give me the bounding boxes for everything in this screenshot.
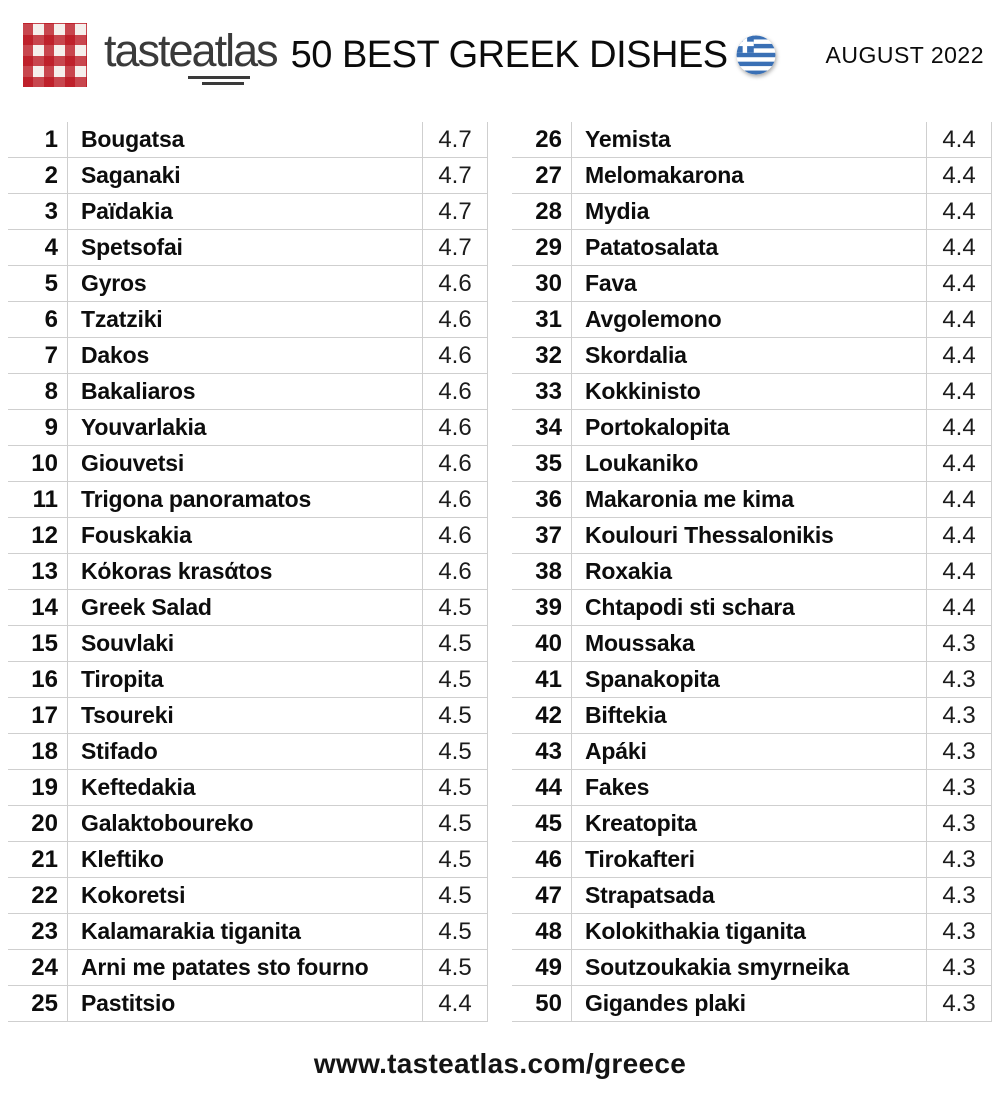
table-row [512,266,992,302]
dish-name: Dakos [81,342,150,368]
rank-number: 32 [512,338,572,373]
dish-name: Kreatopita [585,810,697,836]
table-row [8,806,488,842]
date-label: AUGUST 2022 [825,41,984,68]
rating-value: 4.4 [926,554,992,589]
table-row [512,914,992,950]
dish-name: Biftekia [585,702,667,728]
brand-wordmark [104,24,277,83]
rank-number: 1 [8,122,68,157]
rating-value: 4.4 [926,410,992,445]
rank-number: 47 [512,878,572,913]
rating-value: 4.6 [422,302,488,337]
rating-value: 4.6 [422,374,488,409]
dish-name: Galaktoboureko [81,810,254,836]
rank-number: 9 [8,410,68,445]
dish-name: Fakes [585,774,650,800]
table-row [8,878,488,914]
dish-name: Loukaniko [585,450,699,476]
rating-value: 4.5 [422,662,488,697]
rank-number: 8 [8,374,68,409]
table-row [8,950,488,986]
rating-value: 4.4 [926,374,992,409]
dish-name: Keftedakia [81,774,196,800]
table-row [512,374,992,410]
dish-name: Portokalopita [585,414,730,440]
dish-name: Greek Salad [81,594,212,620]
dish-name: Kokkinisto [585,378,701,404]
rating-value: 4.4 [926,446,992,481]
rank-number: 5 [8,266,68,301]
rank-number: 41 [512,662,572,697]
table-row [512,626,992,662]
dish-name: Trigona panoramatos [81,486,312,512]
rank-number: 29 [512,230,572,265]
dish-name: Mydia [585,198,650,224]
table-row [8,590,488,626]
rating-value: 4.3 [926,842,992,877]
table-row [8,482,488,518]
tasteatlas-gingham-logo-icon [23,23,87,87]
dish-name: Tsoureki [81,702,174,728]
dish-name: Kόkoras krasάtos [81,558,273,584]
rank-number: 19 [8,770,68,805]
dish-name: Souvlaki [81,630,174,656]
table-row [8,914,488,950]
rating-value: 4.3 [926,734,992,769]
dish-name: Yemista [585,126,671,152]
rank-number: 40 [512,626,572,661]
ranking-tables [0,122,1000,1022]
rating-value: 4.5 [422,770,488,805]
table-row [8,230,488,266]
rank-number: 36 [512,482,572,517]
rank-number: 28 [512,194,572,229]
rating-value: 4.4 [926,338,992,373]
rating-value: 4.3 [926,950,992,985]
rating-value: 4.4 [926,518,992,553]
dish-name: Fouskakia [81,522,192,548]
rating-value: 4.7 [422,122,488,157]
dish-name: Soutzoukakia smyrneika [585,954,850,980]
rating-value: 4.6 [422,266,488,301]
dish-name: Pastitsio [81,990,176,1016]
brand-name: tasteatlas [104,24,277,76]
rank-number: 7 [8,338,68,373]
rating-value: 4.5 [422,626,488,661]
table-row [512,482,992,518]
table-row [8,842,488,878]
dish-name: Saganaki [81,162,181,188]
table-row [512,446,992,482]
rating-value: 4.4 [926,122,992,157]
dish-name: Tiropita [81,666,164,692]
rank-number: 12 [8,518,68,553]
table-row [8,266,488,302]
dish-name: Fava [585,270,637,296]
dish-name: Strapatsada [585,882,715,908]
rank-number: 43 [512,734,572,769]
rank-number: 33 [512,374,572,409]
table-row [512,518,992,554]
table-row [8,302,488,338]
dish-name: Gyros [81,270,147,296]
table-row [512,734,992,770]
table-row [8,338,488,374]
greece-flag-icon [736,35,776,75]
rank-number: 38 [512,554,572,589]
rating-value: 4.3 [926,770,992,805]
rating-value: 4.7 [422,230,488,265]
rank-number: 6 [8,302,68,337]
dish-name: Tzatziki [81,306,163,332]
table-row [8,734,488,770]
table-row [8,518,488,554]
rank-number: 10 [8,446,68,481]
dish-name: Spanakopita [585,666,720,692]
dish-name: Kokoretsi [81,882,186,908]
rating-value: 4.4 [926,230,992,265]
rating-value: 4.4 [926,194,992,229]
dish-name: Roxakia [585,558,672,584]
logo-underline-top [188,76,250,79]
dish-name: Païdakia [81,198,173,224]
table-row [512,554,992,590]
rank-number: 4 [8,230,68,265]
table-row [512,302,992,338]
dish-name: Giouvetsi [81,450,185,476]
rating-value: 4.4 [926,158,992,193]
rank-number: 20 [8,806,68,841]
table-row [512,194,992,230]
rank-number: 26 [512,122,572,157]
rank-number: 15 [8,626,68,661]
header [0,0,1000,90]
rank-number: 39 [512,590,572,625]
logo-underline-bottom [202,82,244,85]
dish-name: Melomakarona [585,162,744,188]
rank-number: 27 [512,158,572,193]
rank-number: 45 [512,806,572,841]
rank-number: 13 [8,554,68,589]
rank-number: 31 [512,302,572,337]
footer-url: www.tasteatlas.com/greece [313,1048,687,1079]
rating-value: 4.6 [422,446,488,481]
rank-number: 21 [8,842,68,877]
rating-value: 4.3 [926,914,992,949]
rating-value: 4.7 [422,158,488,193]
rating-value: 4.3 [926,986,992,1021]
table-row [512,158,992,194]
dish-name: Tirokafteri [585,846,695,872]
rank-number: 46 [512,842,572,877]
rank-number: 44 [512,770,572,805]
dish-name: Kalamarakia tiganita [81,918,301,944]
rank-number: 48 [512,914,572,949]
rating-value: 4.6 [422,518,488,553]
rating-value: 4.5 [422,806,488,841]
dish-name: Spetsofai [81,234,183,260]
rank-number: 49 [512,950,572,985]
rank-number: 17 [8,698,68,733]
table-row [512,950,992,986]
dish-name: Arni me patates sto fourno [81,954,369,980]
rank-number: 42 [512,698,572,733]
dish-name: Skordalia [585,342,687,368]
rating-value: 4.6 [422,338,488,373]
rating-value: 4.5 [422,734,488,769]
table-row [512,230,992,266]
table-row [8,410,488,446]
rating-value: 4.6 [422,554,488,589]
rating-value: 4.3 [926,662,992,697]
page-title: 50 BEST GREEK DISHES [290,34,728,76]
rating-value: 4.3 [926,626,992,661]
rating-value: 4.3 [926,698,992,733]
ranking-column-left [8,122,488,1022]
rating-value: 4.4 [926,590,992,625]
footer [0,1048,1000,1080]
rank-number: 34 [512,410,572,445]
table-row [8,626,488,662]
dish-name: Bougatsa [81,126,185,152]
rank-number: 50 [512,986,572,1021]
table-row [512,986,992,1022]
table-row [8,698,488,734]
dish-name: Gigandes plaki [585,990,746,1016]
dish-name: Moussaka [585,630,695,656]
table-row [8,446,488,482]
rating-value: 4.5 [422,698,488,733]
table-row [512,698,992,734]
dish-name: Patatosalata [585,234,719,260]
dish-name: Koulouri Thessalonikis [585,522,834,548]
dish-name: Apáki [585,738,647,764]
rating-value: 4.3 [926,806,992,841]
table-row [512,806,992,842]
table-row [512,338,992,374]
rank-number: 11 [8,482,68,517]
rating-value: 4.5 [422,590,488,625]
rating-value: 4.6 [422,482,488,517]
rating-value: 4.3 [926,878,992,913]
dish-name: Stifado [81,738,158,764]
table-row [512,590,992,626]
rating-value: 4.4 [926,302,992,337]
table-row [8,554,488,590]
dish-name: Bakaliaros [81,378,196,404]
table-row [8,770,488,806]
rank-number: 30 [512,266,572,301]
rank-number: 23 [8,914,68,949]
rank-number: 18 [8,734,68,769]
table-row [8,122,488,158]
rank-number: 35 [512,446,572,481]
rank-number: 24 [8,950,68,985]
rank-number: 14 [8,590,68,625]
rating-value: 4.5 [422,842,488,877]
rating-value: 4.5 [422,914,488,949]
table-row [8,662,488,698]
table-row [8,194,488,230]
rating-value: 4.4 [926,482,992,517]
dish-name: Avgolemono [585,306,722,332]
table-row [512,770,992,806]
table-row [512,878,992,914]
rating-value: 4.7 [422,194,488,229]
rank-number: 37 [512,518,572,553]
rating-value: 4.5 [422,950,488,985]
table-row [8,986,488,1022]
rank-number: 16 [8,662,68,697]
rank-number: 3 [8,194,68,229]
dish-name: Kleftiko [81,846,164,872]
table-row [8,158,488,194]
rating-value: 4.4 [422,986,488,1021]
table-row [512,410,992,446]
rank-number: 2 [8,158,68,193]
table-row [512,842,992,878]
dish-name: Youvarlakia [81,414,207,440]
rating-value: 4.6 [422,410,488,445]
rating-value: 4.4 [926,266,992,301]
dish-name: Makaronia me kima [585,486,794,512]
dish-name: Chtapodi sti schara [585,594,795,620]
rank-number: 22 [8,878,68,913]
table-row [8,374,488,410]
table-row [512,662,992,698]
rank-number: 25 [8,986,68,1021]
ranking-column-right [512,122,992,1022]
rating-value: 4.5 [422,878,488,913]
table-row [512,122,992,158]
dish-name: Kolokithakia tiganita [585,918,806,944]
